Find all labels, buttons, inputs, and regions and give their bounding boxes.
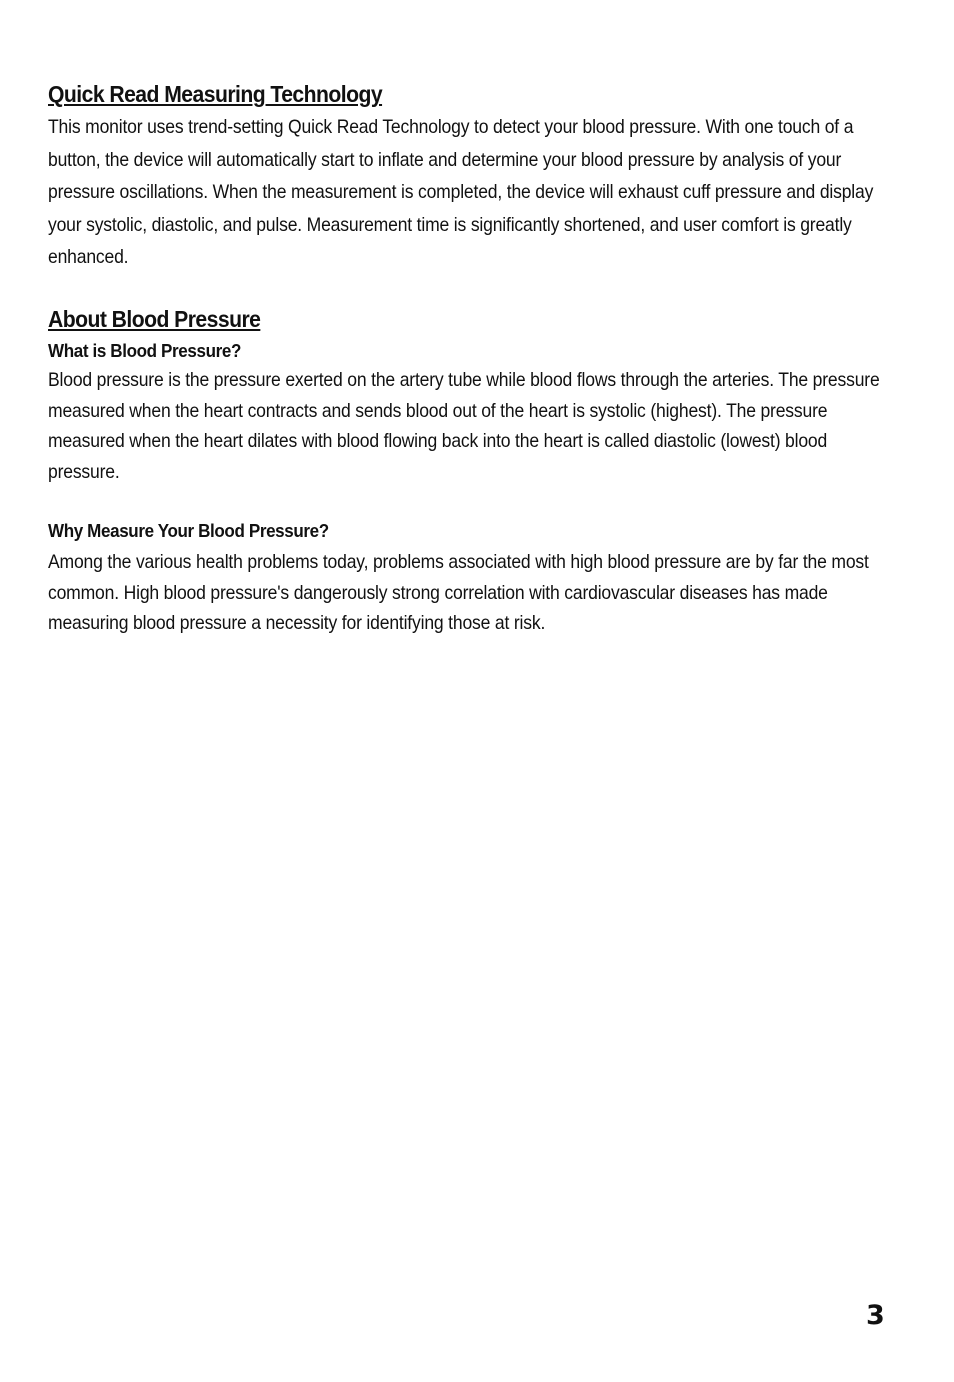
section-heading-about-blood-pressure: About Blood Pressure [48,306,261,332]
why-measure-paragraph: Among the various health problems today, problems associated with high blood pressure are by far the most common. High blood pressure's dangerously strong correlation with cardiovascular diseases has made measuring blood pressure a necessity for identifying those at risk. [48,551,869,634]
what-is-blood-pressure-paragraph: Blood pressure is the pressure exerted on the artery tube while blood flows through the arteries. The pressure measured when the heart contracts and sends blood out of the heart is systolic (highest). The pressure measured when the heart dilates with blood flowing back into the heart is called diastolic (lowest) blood pressure. [48,369,880,483]
subheading-why-measure: Why Measure Your Blood Pressure? [48,520,329,541]
subheading-what-is-blood-pressure: What is Blood Pressure? [48,340,241,361]
section-heading-quick-read: Quick Read Measuring Technology [48,81,383,107]
quick-read-paragraph: This monitor uses trend-setting Quick Read Technology to detect your blood pressure. With one touch of a button, the device will automatically start to inflate and determine your blood pressure by analysis of your pressure oscillations. When the measurement is completed, the device will exhaust cuff pressure and display your systolic, diastolic, and pulse. Measurement time is significantly shortened, and user comfort is greatly enhanced. [48,116,874,268]
page-number: 3 [866,1300,885,1331]
